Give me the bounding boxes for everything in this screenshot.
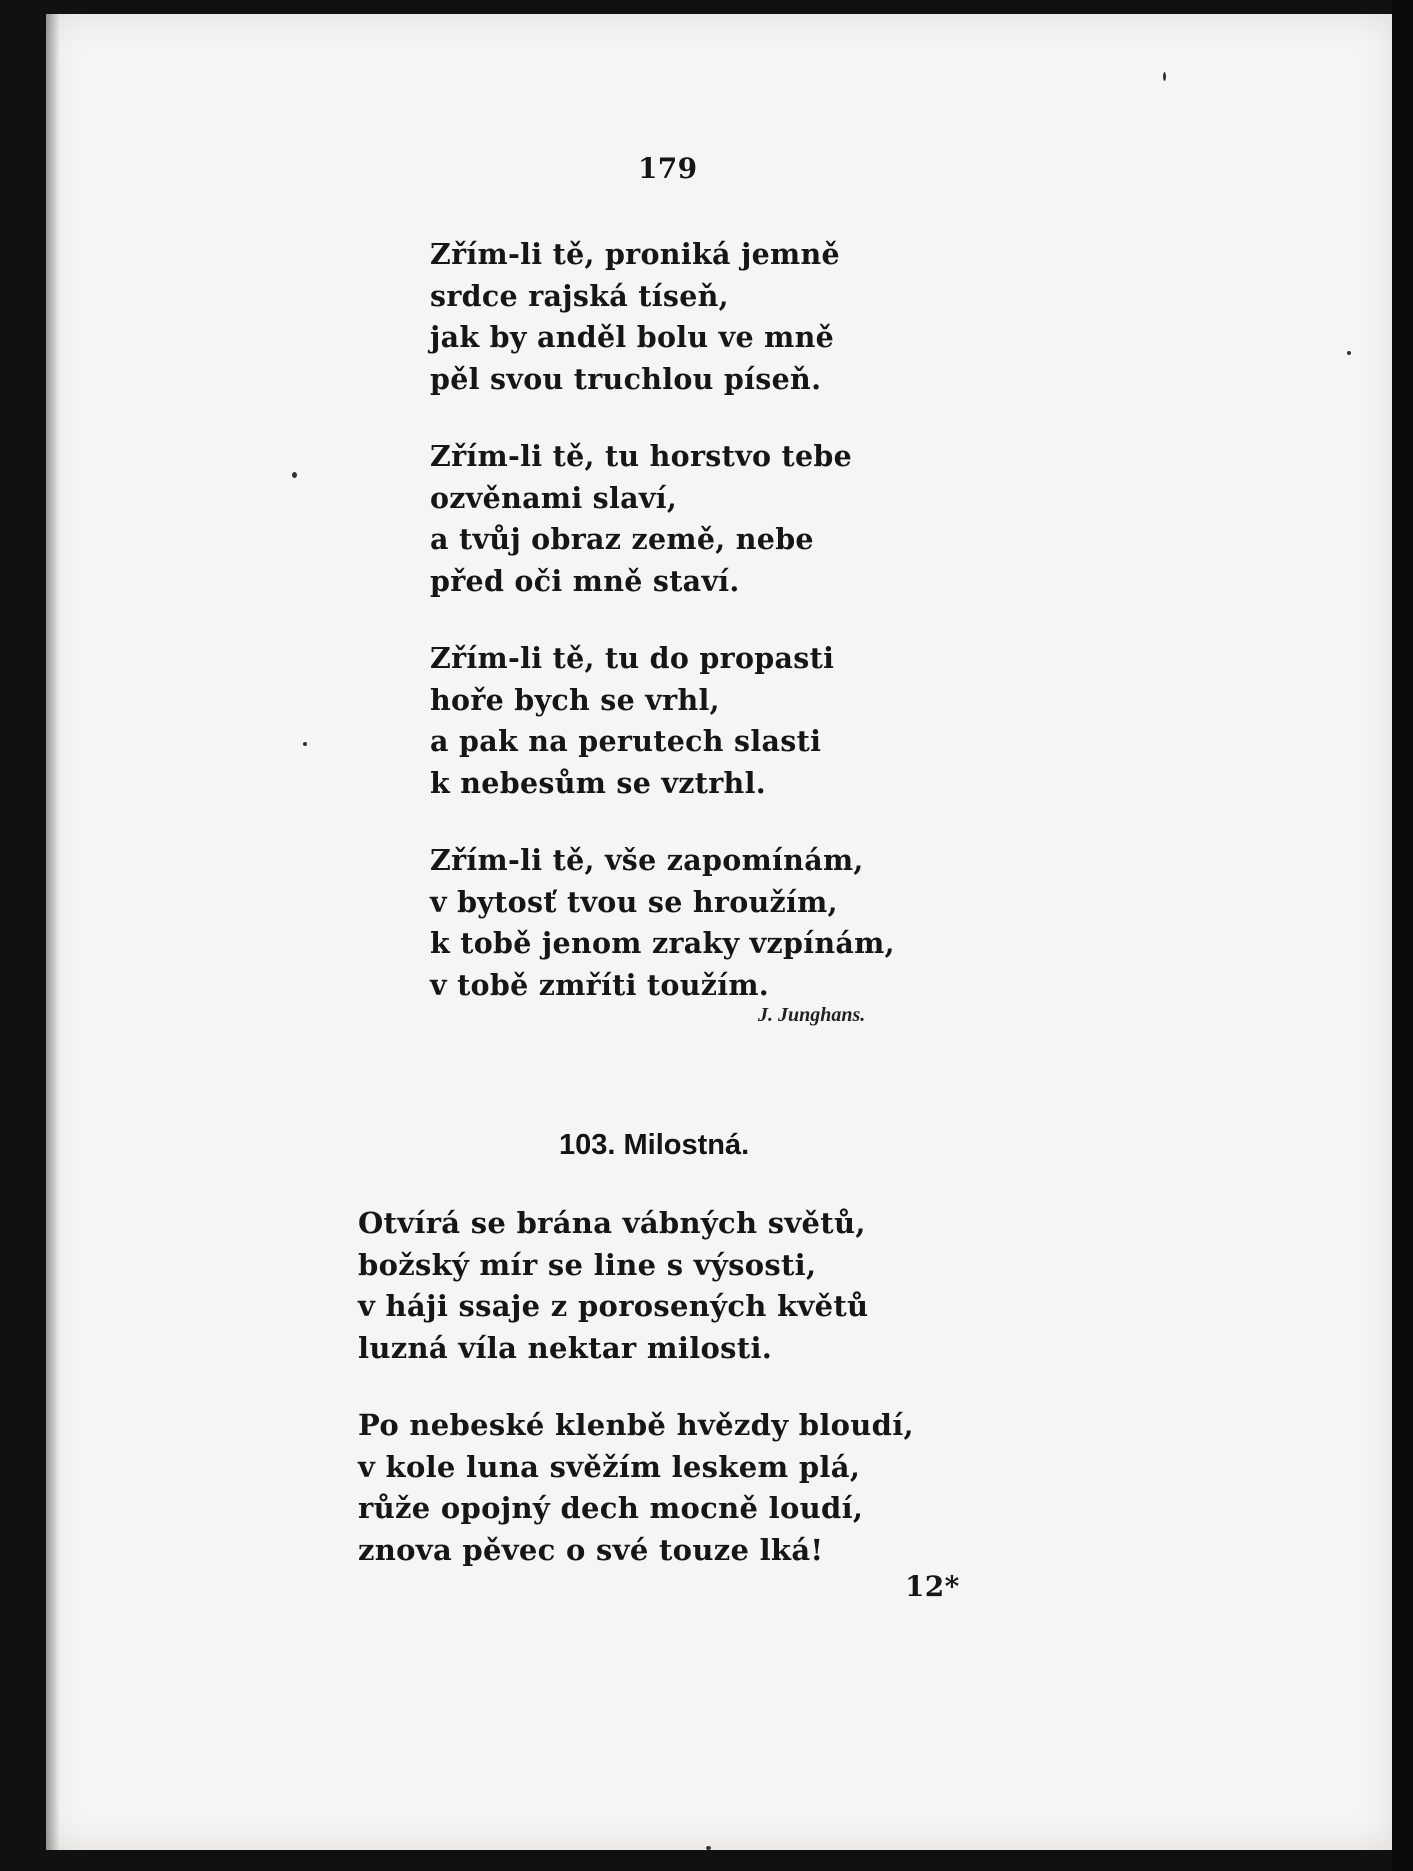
- poem-1: [430, 234, 895, 1042]
- spine-shadow: [46, 14, 60, 1850]
- author-signature: J. Junghans.: [758, 1004, 866, 1026]
- verse-line: Po nebeské klenbě hvězdy bloudí,: [358, 1408, 914, 1442]
- verse-line: Zřím-li tě, vše zapomínám,: [430, 843, 864, 877]
- verse-line: luzná víla nektar milosti.: [358, 1330, 773, 1365]
- verse-line: božský mír se line s výsosti,: [358, 1247, 817, 1282]
- page-edge: [1392, 0, 1413, 1871]
- verse-line: před oči mně staví.: [430, 563, 740, 598]
- dust-speck: [1163, 72, 1166, 81]
- poem-heading: 103. Milostná.: [559, 1129, 750, 1161]
- stanza: [358, 1203, 914, 1369]
- stanza: [430, 234, 895, 400]
- stanza: [430, 436, 895, 602]
- verse-line: v háji ssaje z porosených květů: [358, 1289, 869, 1323]
- verse-line: srdce rajská tíseň,: [430, 278, 729, 313]
- verse-line: v bytosť tvou se hroužím,: [430, 884, 838, 919]
- verse-line: a pak na perutech slasti: [430, 724, 822, 758]
- poem-2: [358, 1203, 914, 1607]
- dust-speck: [303, 742, 307, 746]
- verse-line: znova pěvec o své touze lká!: [358, 1532, 824, 1567]
- page-number: 179: [638, 152, 698, 185]
- verse-line: k nebesům se vztrhl.: [430, 765, 766, 800]
- verse-line: jak by anděl bolu ve mně: [430, 320, 835, 354]
- verse-line: Zřím-li tě, tu horstvo tebe: [430, 439, 853, 473]
- verse-line: k tobě jenom zraky vzpínám,: [430, 926, 895, 960]
- stanza: [358, 1405, 914, 1571]
- dust-speck: [706, 1846, 711, 1850]
- verse-line: pěl svou truchlou píseň.: [430, 361, 822, 396]
- verse-line: hoře bych se vrhl,: [430, 682, 720, 717]
- verse-line: růže opojný dech mocně loudí,: [358, 1491, 864, 1525]
- verse-line: Otvírá se brána vábných světů,: [358, 1206, 866, 1240]
- verse-line: v tobě zmříti toužím.: [430, 967, 770, 1002]
- dust-speck: [292, 472, 297, 478]
- stanza: [430, 638, 895, 804]
- stanza: [430, 840, 895, 1006]
- verse-line: a tvůj obraz země, nebe: [430, 522, 814, 556]
- verse-line: v kole luna svěžím leskem plá,: [358, 1449, 861, 1484]
- printer-signature-mark: 12*: [905, 1570, 960, 1603]
- dust-speck: [1347, 351, 1351, 355]
- verse-line: Zřím-li tě, tu do propasti: [430, 641, 835, 675]
- verse-line: ozvěnami slaví,: [430, 480, 678, 515]
- verse-line: Zřím-li tě, proniká jemně: [430, 237, 840, 271]
